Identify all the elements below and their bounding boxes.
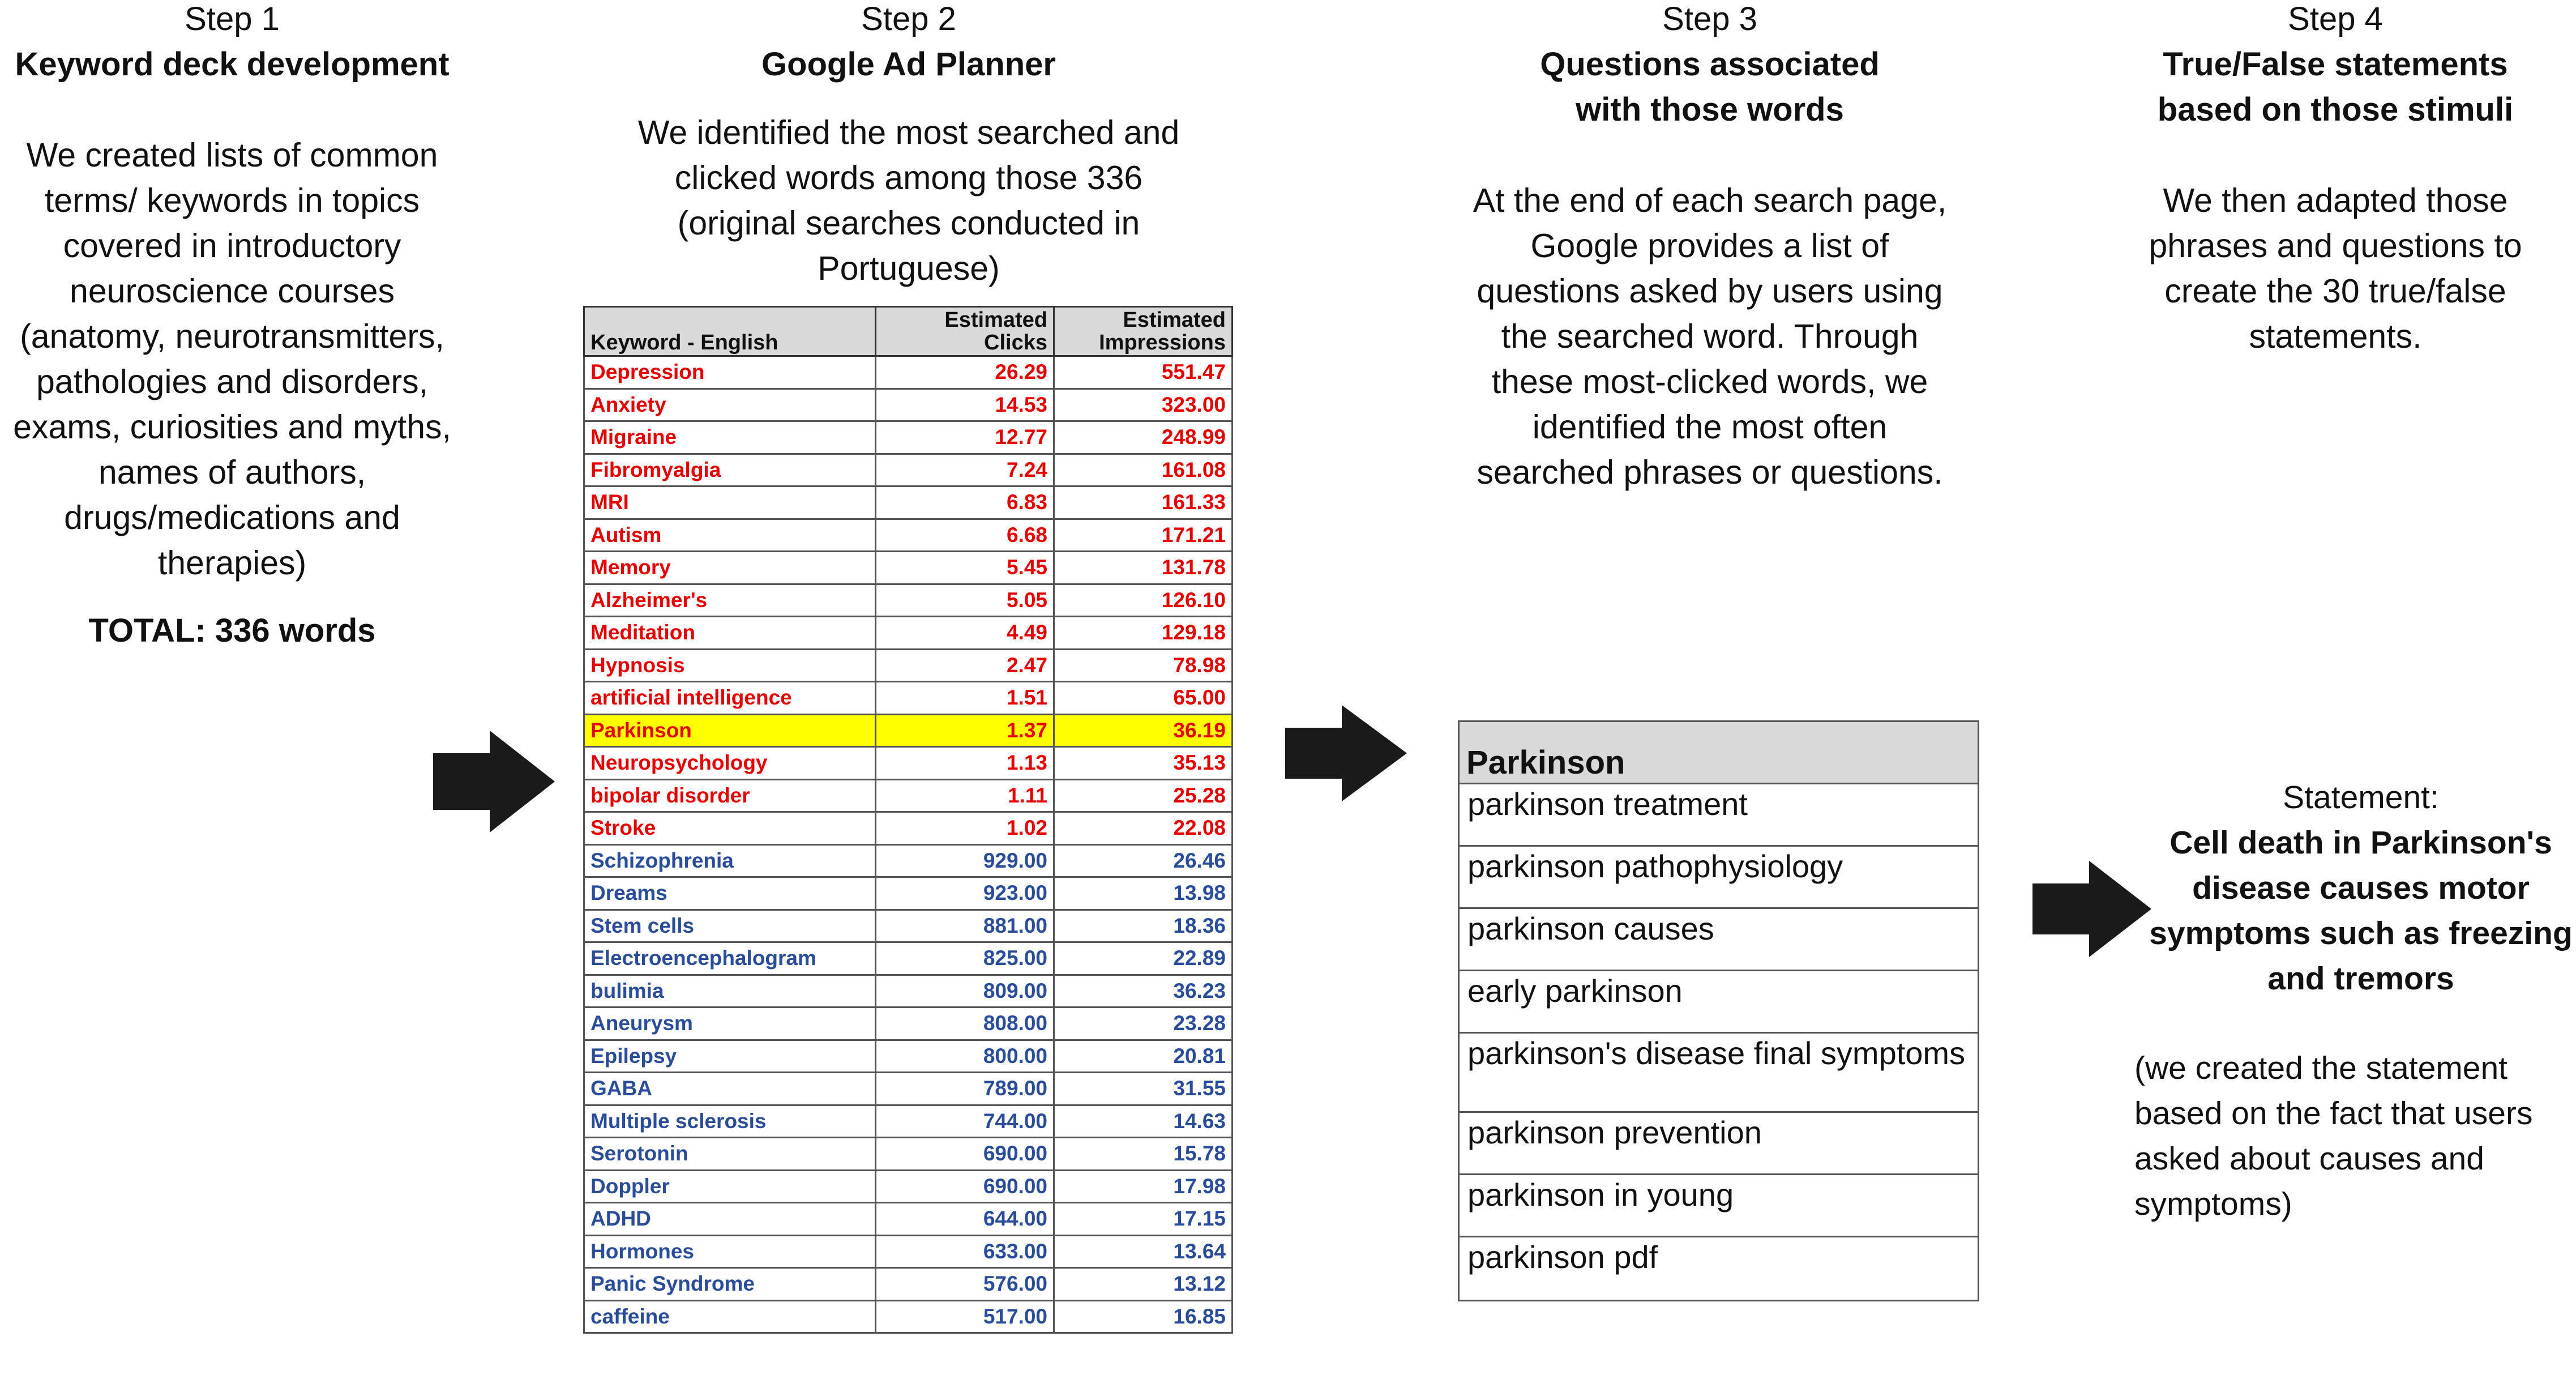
keyword-cell: Aneurysm bbox=[584, 1007, 876, 1040]
clicks-cell: 633.00 bbox=[876, 1235, 1054, 1268]
list-item: parkinson treatment bbox=[1460, 784, 1978, 847]
clicks-cell: 744.00 bbox=[876, 1105, 1054, 1138]
impressions-cell: 65.00 bbox=[1054, 682, 1233, 715]
table-row bbox=[584, 486, 1233, 519]
statement-block bbox=[2146, 775, 2576, 1001]
keyword-table-header bbox=[584, 307, 1233, 356]
keyword-cell: MRI bbox=[584, 486, 876, 519]
clicks-cell: 1.37 bbox=[876, 714, 1054, 747]
step4-column bbox=[2095, 0, 2576, 359]
header-keyword: Keyword - English bbox=[584, 307, 876, 356]
keyword-cell: artificial intelligence bbox=[584, 682, 876, 715]
impressions-cell: 22.08 bbox=[1054, 812, 1233, 845]
clicks-cell: 800.00 bbox=[876, 1040, 1054, 1073]
clicks-cell: 789.00 bbox=[876, 1073, 1054, 1105]
table-row bbox=[584, 1170, 1233, 1203]
impressions-cell: 248.99 bbox=[1054, 421, 1233, 454]
keyword-cell: Meditation bbox=[584, 617, 876, 650]
step1-column bbox=[0, 0, 464, 654]
keyword-cell: Schizophrenia bbox=[584, 844, 876, 877]
impressions-cell: 18.36 bbox=[1054, 910, 1233, 942]
clicks-cell: 825.00 bbox=[876, 942, 1054, 975]
table-row bbox=[584, 714, 1233, 747]
clicks-cell: 690.00 bbox=[876, 1138, 1054, 1171]
step3-description: At the end of each search page, Google provides a list of questions asked by users using the searched word. Through these most-clicked words, we identified the most often searched phrases or questions. bbox=[1473, 182, 1947, 491]
clicks-cell: 6.68 bbox=[876, 519, 1054, 552]
keyword-cell: Hypnosis bbox=[584, 649, 876, 682]
table-row bbox=[584, 812, 1233, 845]
keyword-cell: Epilepsy bbox=[584, 1040, 876, 1073]
clicks-cell: 808.00 bbox=[876, 1007, 1054, 1040]
table-row bbox=[584, 910, 1233, 942]
table-row bbox=[584, 1300, 1233, 1333]
impressions-cell: 36.19 bbox=[1054, 714, 1233, 747]
step4-description: We then adapted those phrases and questions to create the 30 true/false statements. bbox=[2149, 182, 2522, 355]
impressions-cell: 131.78 bbox=[1054, 552, 1233, 584]
clicks-cell: 690.00 bbox=[876, 1170, 1054, 1203]
keyword-cell: Alzheimer's bbox=[584, 584, 876, 617]
table-row bbox=[584, 454, 1233, 486]
list-item: parkinson pathophysiology bbox=[1460, 847, 1978, 909]
impressions-cell: 16.85 bbox=[1054, 1300, 1233, 1333]
step2-number: Step 2 bbox=[861, 1, 956, 37]
clicks-cell: 809.00 bbox=[876, 975, 1054, 1007]
arrow-right-icon bbox=[2032, 861, 2151, 957]
clicks-cell: 517.00 bbox=[876, 1300, 1054, 1333]
keyword-cell: ADHD bbox=[584, 1203, 876, 1236]
keyword-cell: GABA bbox=[584, 1073, 876, 1105]
clicks-cell: 5.05 bbox=[876, 584, 1054, 617]
table-row bbox=[584, 779, 1233, 812]
step4-title: True/False statements based on those stimuli bbox=[2157, 46, 2514, 128]
keyword-cell: Doppler bbox=[584, 1170, 876, 1203]
parkinson-question-list bbox=[1458, 720, 1979, 1301]
table-row bbox=[584, 1203, 1233, 1236]
keyword-cell: bulimia bbox=[584, 975, 876, 1007]
impressions-cell: 171.21 bbox=[1054, 519, 1233, 552]
table-row bbox=[584, 877, 1233, 910]
keyword-cell: Fibromyalgia bbox=[584, 454, 876, 486]
table-row bbox=[584, 747, 1233, 780]
step1-total: TOTAL: 336 words bbox=[88, 612, 376, 649]
clicks-cell: 1.02 bbox=[876, 812, 1054, 845]
clicks-cell: 5.45 bbox=[876, 552, 1054, 584]
keyword-cell: Depression bbox=[584, 356, 876, 389]
list-item: parkinson in young bbox=[1460, 1175, 1978, 1237]
impressions-cell: 13.98 bbox=[1054, 877, 1233, 910]
keyword-cell: caffeine bbox=[584, 1300, 876, 1333]
impressions-cell: 22.89 bbox=[1054, 942, 1233, 975]
impressions-cell: 161.33 bbox=[1054, 486, 1233, 519]
statement-label: Statement: bbox=[2283, 779, 2439, 816]
clicks-cell: 923.00 bbox=[876, 877, 1054, 910]
keyword-cell: Migraine bbox=[584, 421, 876, 454]
table-row bbox=[584, 975, 1233, 1007]
header-impressions: Estimated Impressions bbox=[1054, 307, 1233, 356]
step1-description: We created lists of common terms/ keywords in topics covered in introductory neuroscience courses (anatomy, neurotransmitters, pathologies and disorders, exams, curiosities and myths, names of authors, drugs/medications and therapies) bbox=[13, 136, 451, 582]
impressions-cell: 25.28 bbox=[1054, 779, 1233, 812]
list-item: parkinson causes bbox=[1460, 909, 1978, 971]
clicks-cell: 26.29 bbox=[876, 356, 1054, 389]
keyword-cell: Neuropsychology bbox=[584, 747, 876, 780]
step2-description: We identified the most searched and clicked words among those 336 (original searches conducted in Portuguese) bbox=[637, 114, 1180, 287]
table-row bbox=[584, 1007, 1233, 1040]
keyword-cell: Electroencephalogram bbox=[584, 942, 876, 975]
list-item: parkinson prevention bbox=[1460, 1113, 1978, 1175]
header-clicks: Estimated Clicks bbox=[876, 307, 1054, 356]
table-row bbox=[584, 1235, 1233, 1268]
keyword-cell: Memory bbox=[584, 552, 876, 584]
impressions-cell: 23.28 bbox=[1054, 1007, 1233, 1040]
impressions-cell: 17.15 bbox=[1054, 1203, 1233, 1236]
impressions-cell: 35.13 bbox=[1054, 747, 1233, 780]
list-item: early parkinson bbox=[1460, 971, 1978, 1034]
clicks-cell: 1.51 bbox=[876, 682, 1054, 715]
table-row bbox=[584, 1105, 1233, 1138]
impressions-cell: 17.98 bbox=[1054, 1170, 1233, 1203]
table-row bbox=[584, 389, 1233, 421]
question-list-header: Parkinson bbox=[1460, 722, 1978, 784]
keyword-cell: Stem cells bbox=[584, 910, 876, 942]
clicks-cell: 576.00 bbox=[876, 1268, 1054, 1301]
clicks-cell: 7.24 bbox=[876, 454, 1054, 486]
impressions-cell: 126.10 bbox=[1054, 584, 1233, 617]
clicks-cell: 6.83 bbox=[876, 486, 1054, 519]
arrow-right-icon bbox=[433, 731, 555, 833]
step3-column bbox=[1449, 0, 1970, 495]
table-row bbox=[584, 1040, 1233, 1073]
impressions-cell: 20.81 bbox=[1054, 1040, 1233, 1073]
table-row bbox=[584, 844, 1233, 877]
clicks-cell: 644.00 bbox=[876, 1203, 1054, 1236]
keyword-cell: Panic Syndrome bbox=[584, 1268, 876, 1301]
clicks-cell: 1.11 bbox=[876, 779, 1054, 812]
table-row bbox=[584, 584, 1233, 617]
impressions-cell: 31.55 bbox=[1054, 1073, 1233, 1105]
keyword-cell: Stroke bbox=[584, 812, 876, 845]
step2-title: Google Ad Planner bbox=[761, 46, 1056, 83]
step1-title: Keyword deck development bbox=[15, 46, 450, 83]
keyword-cell: Parkinson bbox=[584, 714, 876, 747]
table-row bbox=[584, 421, 1233, 454]
clicks-cell: 2.47 bbox=[876, 649, 1054, 682]
step2-column bbox=[577, 0, 1240, 291]
impressions-cell: 78.98 bbox=[1054, 649, 1233, 682]
step3-title: Questions associated with those words bbox=[1540, 46, 1880, 128]
clicks-cell: 881.00 bbox=[876, 910, 1054, 942]
table-row bbox=[584, 942, 1233, 975]
table-row bbox=[584, 649, 1233, 682]
arrow-right-icon bbox=[1285, 705, 1407, 801]
keyword-cell: bipolar disorder bbox=[584, 779, 876, 812]
impressions-cell: 129.18 bbox=[1054, 617, 1233, 650]
step3-number: Step 3 bbox=[1662, 1, 1757, 37]
table-row bbox=[584, 617, 1233, 650]
statement-note: (we created the statement based on the fact that users asked about causes and symptoms) bbox=[2134, 1050, 2533, 1222]
keyword-cell: Dreams bbox=[584, 877, 876, 910]
list-item: parkinson pdf bbox=[1467, 1239, 1658, 1275]
table-row bbox=[584, 682, 1233, 715]
clicks-cell: 14.53 bbox=[876, 389, 1054, 421]
statement-text: Cell death in Parkinson's disease causes motor symptoms such as freezing and tremors bbox=[2149, 825, 2573, 997]
clicks-cell: 929.00 bbox=[876, 844, 1054, 877]
impressions-cell: 551.47 bbox=[1054, 356, 1233, 389]
impressions-cell: 14.63 bbox=[1054, 1105, 1233, 1138]
keyword-cell: Serotonin bbox=[584, 1138, 876, 1171]
keyword-cell: Hormones bbox=[584, 1235, 876, 1268]
list-item: parkinson's disease final symptoms bbox=[1460, 1034, 1978, 1113]
step4-number: Step 4 bbox=[2288, 1, 2383, 37]
impressions-cell: 36.23 bbox=[1054, 975, 1233, 1007]
keyword-cell: Autism bbox=[584, 519, 876, 552]
table-row bbox=[584, 1138, 1233, 1171]
clicks-cell: 4.49 bbox=[876, 617, 1054, 650]
table-row bbox=[584, 519, 1233, 552]
impressions-cell: 26.46 bbox=[1054, 844, 1233, 877]
clicks-cell: 12.77 bbox=[876, 421, 1054, 454]
impressions-cell: 15.78 bbox=[1054, 1138, 1233, 1171]
keyword-cell: Anxiety bbox=[584, 389, 876, 421]
impressions-cell: 13.64 bbox=[1054, 1235, 1233, 1268]
clicks-cell: 1.13 bbox=[876, 747, 1054, 780]
table-row bbox=[584, 552, 1233, 584]
step1-number: Step 1 bbox=[185, 1, 280, 37]
keyword-cell: Multiple sclerosis bbox=[584, 1105, 876, 1138]
keyword-table bbox=[583, 306, 1233, 1334]
impressions-cell: 13.12 bbox=[1054, 1268, 1233, 1301]
table-row bbox=[584, 1073, 1233, 1105]
impressions-cell: 161.08 bbox=[1054, 454, 1233, 486]
table-row bbox=[584, 1268, 1233, 1301]
table-row bbox=[584, 356, 1233, 389]
impressions-cell: 323.00 bbox=[1054, 389, 1233, 421]
